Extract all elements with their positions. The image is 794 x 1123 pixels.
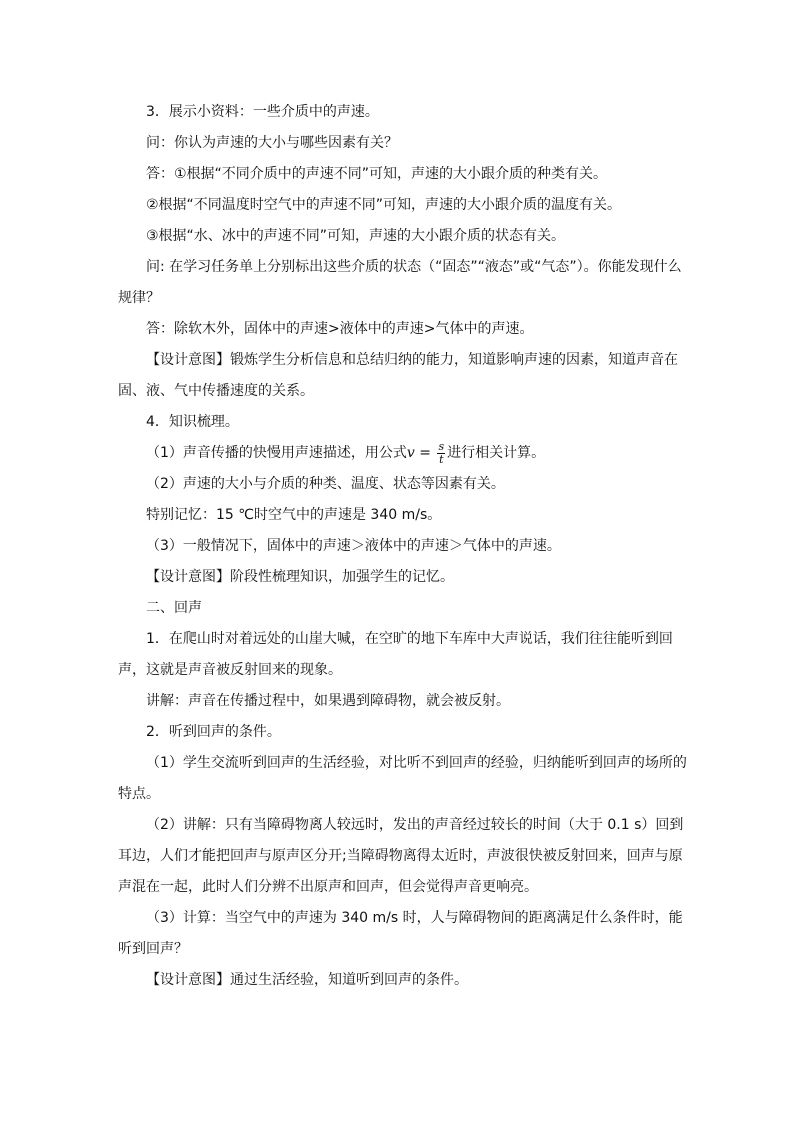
design-intent-3: 【设计意图】通过生活经验，知道听到回声的条件。 — [146, 972, 468, 988]
document-body — [118, 97, 688, 996]
question-factors: 问：你认为声速的大小与哪些因素有关？ — [146, 135, 398, 151]
formula-numerator: s — [438, 439, 445, 453]
explanation-reflection: 讲解：声音在传播过程中，如果遇到障碍物，就会被反射。 — [146, 693, 510, 709]
formula-fraction — [437, 441, 445, 466]
section-heading-echo: 二、回声 — [146, 600, 202, 616]
echo-condition-1: （1）学生交流听到回声的生活经验，对比听不到回声的经验，归纳能听到回声的场所的特点。 — [118, 755, 687, 802]
design-intent-1: 【设计意图】锻炼学生分析信息和总结归纳的能力，知道影响声速的因素，知道声音在固、液、气中传播速度的关系。 — [118, 352, 678, 399]
paragraph-echo-2: 2．听到回声的条件。 — [146, 724, 281, 740]
paragraph-item-4: 4．知识梳理。 — [146, 414, 239, 430]
knowledge-point-1-text: （1）声音传播的快慢用声速描述，用公式 — [146, 445, 407, 461]
knowledge-point-1 — [118, 438, 688, 469]
paragraph-echo-1: 1．在爬山时对着远处的山崖大喊，在空旷的地下车库中大声说话，我们往往能听到回声，这就是声音被反射回来的现象。 — [118, 631, 673, 678]
answer-medium-type: 答：①根据“不同介质中的声速不同”可知，声速的大小跟介质的种类有关。 — [146, 166, 608, 182]
echo-condition-3: （3）计算：当空气中的声速为 340 m/s 时，人与障碍物间的距离满足什么条件时，能听到回声？ — [118, 910, 683, 957]
echo-condition-2: （2）讲解：只有当障碍物离人较远时，发出的声音经过较长的时间（大于 0.1 s）回到耳边，人们才能把回声与原声区分开;当障碍物离得太近时，声波很快被反射回来，回声与原声混在一起，此时人们分辨不出原声和回声，但会觉得声音更响亮。 — [118, 817, 684, 895]
answer-temperature: ②根据“不同温度时空气中的声速不同”可知，声速的大小跟介质的温度有关。 — [146, 197, 622, 213]
paragraph-item-3: 3．展示小资料：一些介质中的声速。 — [146, 104, 379, 120]
formula-equals: = — [414, 445, 436, 461]
formula-variable-v: v — [406, 445, 415, 461]
formula-denominator: t — [439, 452, 444, 466]
special-note: 特别记忆：15 ℃时空气中的声速是 340 m/s。 — [146, 507, 442, 523]
knowledge-point-3: （3）一般情况下，固体中的声速＞液体中的声速＞气体中的声速。 — [146, 538, 561, 554]
design-intent-2: 【设计意图】阶段性梳理知识，加强学生的记忆。 — [146, 569, 454, 585]
knowledge-point-2: （2）声速的大小与介质的种类、温度、状态等因素有关。 — [146, 476, 505, 492]
answer-rule: 答：除软木外，固体中的声速>液体中的声速>气体中的声速。 — [146, 321, 534, 337]
answer-state: ③根据“水、冰中的声速不同”可知，声速的大小跟介质的状态有关。 — [146, 228, 566, 244]
question-states: 问: 在学习任务单上分别标出这些介质的状态（“固态”“液态”或“气态”）。你能发现什么规律？ — [118, 259, 682, 306]
knowledge-point-1-suffix: 进行相关计算。 — [447, 445, 546, 461]
